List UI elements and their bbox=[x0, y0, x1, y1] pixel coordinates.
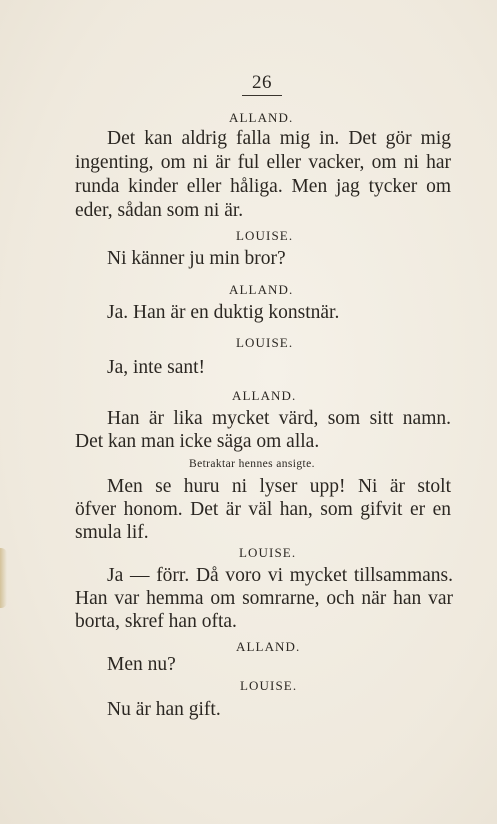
dialogue-line: smula lif. bbox=[75, 522, 149, 543]
dialogue-line: Det kan aldrig falla mig in. Det gör mig bbox=[107, 128, 451, 149]
page-edge-stain bbox=[0, 548, 7, 608]
dialogue-line: Ni känner ju min bror? bbox=[107, 248, 286, 269]
stage-direction: Betraktar hennes ansigte. bbox=[189, 458, 315, 470]
dialogue-line: Han var hemma om somrarne, och när han var bbox=[75, 588, 453, 609]
speaker-name: LOUISE. bbox=[240, 678, 298, 693]
dialogue-line: ingenting, om ni är ful eller vacker, om ni har bbox=[75, 152, 451, 173]
page-number: 26 bbox=[252, 72, 272, 93]
speaker-name: LOUISE. bbox=[239, 545, 297, 560]
dialogue-line: Han är lika mycket värd, som sitt namn. bbox=[107, 408, 451, 429]
speaker-name: LOUISE. bbox=[236, 228, 294, 243]
speaker-name: ALLAND. bbox=[236, 639, 301, 654]
dialogue-line: Det kan man icke säga om alla. bbox=[75, 431, 320, 452]
dialogue-line: Nu är han gift. bbox=[107, 699, 221, 720]
speaker-name: ALLAND. bbox=[229, 110, 294, 125]
dialogue-line: Ja. Han är en duktig konstnär. bbox=[107, 302, 340, 323]
dialogue-line: eder, sådan som ni är. bbox=[75, 200, 244, 221]
dialogue-line: Men se huru ni lyser upp! Ni är stolt bbox=[107, 476, 451, 497]
dialogue-line: öfver honom. Det är väl han, som gifvit er en bbox=[75, 499, 451, 520]
speaker-name: ALLAND. bbox=[232, 388, 297, 403]
dialogue-line: Men nu? bbox=[107, 654, 176, 675]
dialogue-line: borta, skref han ofta. bbox=[75, 611, 237, 632]
speaker-name: LOUISE. bbox=[236, 335, 294, 350]
dialogue-line: Ja, inte sant! bbox=[107, 357, 206, 378]
speaker-name: ALLAND. bbox=[229, 282, 294, 297]
page-number-rule bbox=[242, 95, 282, 96]
dialogue-line: Ja — förr. Då voro vi mycket tillsammans. bbox=[107, 565, 453, 586]
dialogue-line: runda kinder eller håliga. Men jag tycker om bbox=[75, 176, 451, 197]
